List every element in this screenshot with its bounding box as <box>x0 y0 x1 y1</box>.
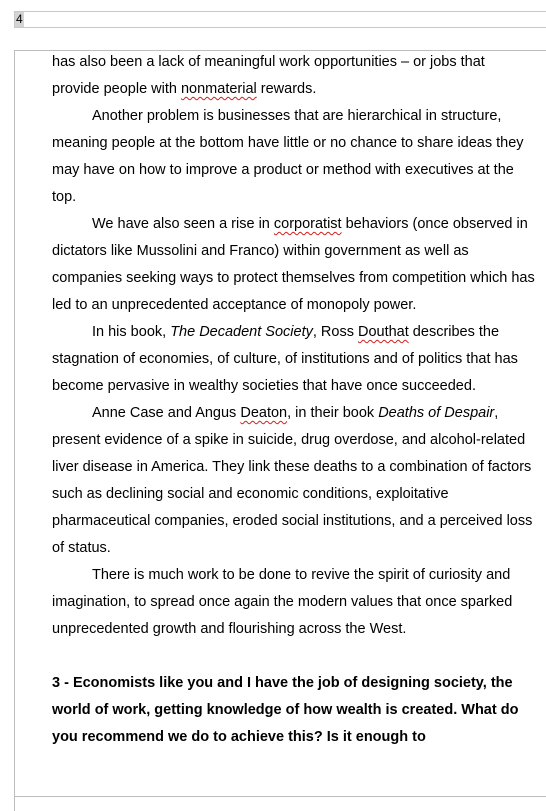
book-title: Deaths of Despair <box>378 405 495 421</box>
document-body[interactable] <box>52 49 536 751</box>
book-title: The Decadent Society <box>170 324 313 340</box>
spelling-flag[interactable]: nonmaterial <box>180 81 257 97</box>
spelling-flag[interactable]: corporatist <box>273 216 342 232</box>
paragraph-2: Another problem is businesses that are hierarchical in structure, meaning people at the bottom have little or no chance to share ideas they may have on how to improve a product or method with executives at the top. <box>52 108 524 205</box>
paragraph-3: We have also seen a rise in corporatist behaviors (once observed in dictators like Mussolini and Franco) within government as well as companies seeking ways to protect themselves from competition which has led to an unprecedented acceptance of monopoly power. <box>52 216 535 313</box>
page-bottom-edge <box>14 796 546 797</box>
paragraph-4: In his book, The Decadent Society, Ross Douthat describes the stagnation of economies, of culture, of institutions and of politics that has become pervasive in wealthy societies that have once succeeded. <box>52 324 518 394</box>
paragraph-1: has also been a lack of meaningful work opportunities – or jobs that provide people with nonmaterial rewards. <box>52 54 485 97</box>
paragraph-5: Anne Case and Angus Deaton, in their book Deaths of Despair, present evidence of a spike in suicide, drug overdose, and alcohol-related liver disease in America. They link these deaths to a combination of factors such as declining social and economic conditions, exploitative pharmaceutical companies, eroded social institutions, and a perceived loss of status. <box>52 405 533 556</box>
interview-question: 3 - Economists like you and I have the job of designing society, the world of work, getting knowledge of how wealth is created. What do you recommend we do to achieve this? Is it enough to <box>52 675 519 745</box>
spelling-flag[interactable]: Deaton <box>240 405 288 421</box>
spelling-flag[interactable]: Douthat <box>357 324 409 340</box>
page-number-field[interactable] <box>14 11 546 28</box>
page-number: 4 <box>16 12 23 26</box>
paragraph-6: There is much work to be done to revive the spirit of curiosity and imagination, to spread once again the modern values that once sparked unprecedented growth and flourishing across the West. <box>52 567 513 637</box>
